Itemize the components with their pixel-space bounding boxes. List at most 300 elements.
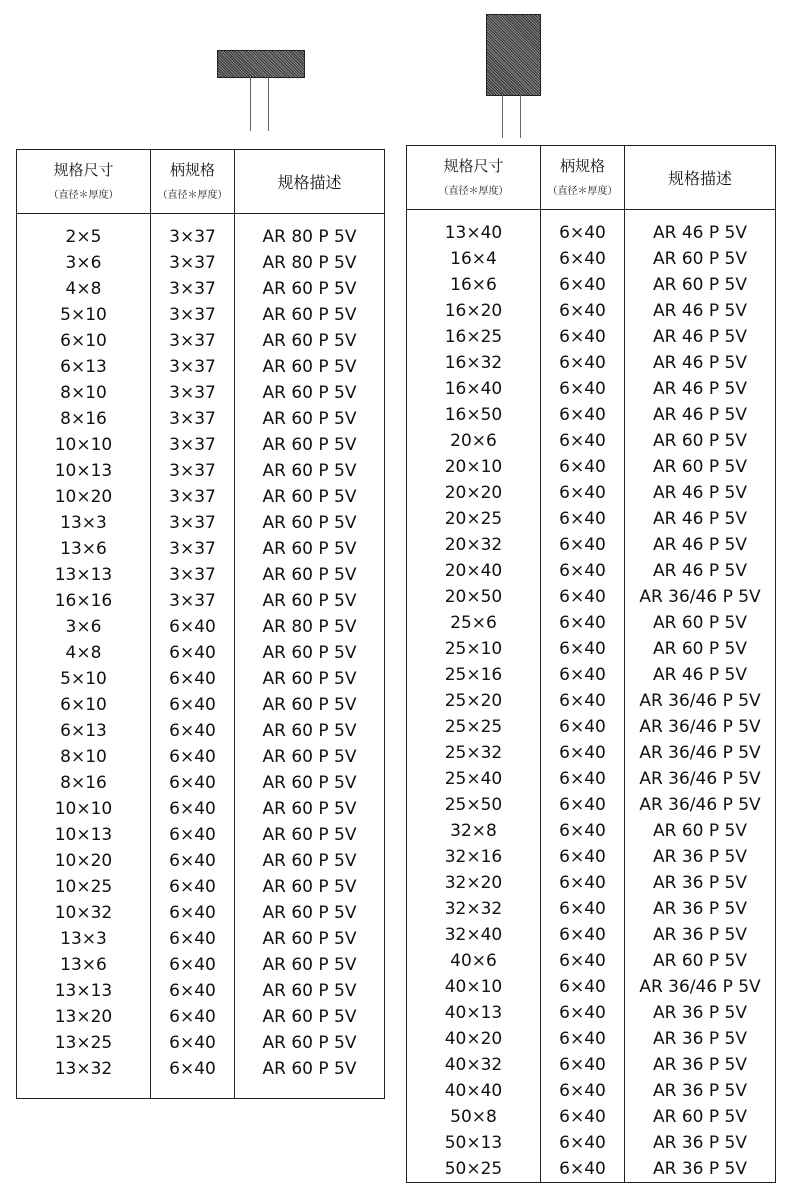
table-row: [17, 978, 385, 1004]
cell-size: 16×4: [407, 246, 541, 272]
cell-shank: 6×40: [151, 640, 235, 666]
table-row: [17, 1004, 385, 1030]
spacer-cell: [17, 214, 151, 225]
table-row: [17, 900, 385, 926]
table-row: [407, 1130, 776, 1156]
cell-size: 20×6: [407, 428, 541, 454]
cell-size: 50×13: [407, 1130, 541, 1156]
shank-pin-right-a: [502, 95, 503, 138]
table-row: [407, 610, 776, 636]
cell-size: 16×16: [17, 588, 151, 614]
cell-desc: AR 80 P 5V: [235, 224, 385, 250]
cell-size: 2×5: [17, 224, 151, 250]
cell-size: 50×25: [407, 1156, 541, 1183]
cell-desc: AR 46 P 5V: [625, 662, 776, 688]
table-row: [407, 376, 776, 402]
header-shank: [151, 150, 235, 214]
cell-size: 16×6: [407, 272, 541, 298]
cell-size: 16×50: [407, 402, 541, 428]
cell-shank: 3×37: [151, 250, 235, 276]
cell-desc: AR 36/46 P 5V: [625, 766, 776, 792]
cell-size: 32×32: [407, 896, 541, 922]
spacer-cell: [151, 214, 235, 225]
cell-shank: 3×37: [151, 276, 235, 302]
cell-size: 20×10: [407, 454, 541, 480]
cell-shank: 6×40: [541, 584, 625, 610]
cell-shank: 6×40: [541, 558, 625, 584]
cell-desc: AR 46 P 5V: [625, 220, 776, 246]
cell-size: 25×16: [407, 662, 541, 688]
cell-desc: AR 60 P 5V: [625, 454, 776, 480]
cell-size: 16×20: [407, 298, 541, 324]
cell-desc: AR 46 P 5V: [625, 480, 776, 506]
cell-desc: AR 36/46 P 5V: [625, 688, 776, 714]
table-row: [407, 298, 776, 324]
table-row: [17, 822, 385, 848]
header-desc-label: 规格描述: [277, 173, 342, 192]
cell-shank: 6×40: [541, 480, 625, 506]
table-row: [17, 796, 385, 822]
cell-shank: 6×40: [151, 822, 235, 848]
table-row: [17, 666, 385, 692]
table-row: [407, 428, 776, 454]
cell-shank: 6×40: [541, 922, 625, 948]
table-row: [17, 562, 385, 588]
cell-size: 40×20: [407, 1026, 541, 1052]
cell-shank: 6×40: [151, 666, 235, 692]
cell-size: 40×10: [407, 974, 541, 1000]
cell-shank: 6×40: [541, 818, 625, 844]
cell-size: 13×6: [17, 536, 151, 562]
cell-desc: AR 60 P 5V: [625, 610, 776, 636]
cell-size: 10×10: [17, 432, 151, 458]
cell-desc: AR 36/46 P 5V: [625, 740, 776, 766]
cell-shank: 6×40: [541, 454, 625, 480]
table-row: [17, 354, 385, 380]
cell-size: 5×10: [17, 302, 151, 328]
cell-desc: AR 60 P 5V: [235, 666, 385, 692]
cell-size: 3×6: [17, 250, 151, 276]
cell-size: 10×25: [17, 874, 151, 900]
cell-shank: 6×40: [541, 428, 625, 454]
cell-desc: AR 60 P 5V: [235, 900, 385, 926]
cell-desc: AR 46 P 5V: [625, 558, 776, 584]
spacer-row: [407, 210, 776, 221]
cell-size: 10×13: [17, 822, 151, 848]
table-row: [17, 614, 385, 640]
cell-desc: AR 60 P 5V: [235, 302, 385, 328]
table-row: [407, 792, 776, 818]
cell-shank: 6×40: [541, 688, 625, 714]
table-row: [407, 1156, 776, 1183]
table-row: [17, 718, 385, 744]
table-row: [407, 896, 776, 922]
table-row: [407, 584, 776, 610]
cell-size: 20×25: [407, 506, 541, 532]
table-row: [407, 662, 776, 688]
cell-desc: AR 36 P 5V: [625, 1052, 776, 1078]
cell-desc: AR 60 P 5V: [235, 328, 385, 354]
cell-shank: 6×40: [541, 402, 625, 428]
header-shank-sub: （直径＊厚度）: [547, 185, 618, 197]
table-row: [17, 588, 385, 614]
spacer-cell: [407, 210, 541, 221]
cell-size: 20×50: [407, 584, 541, 610]
cell-size: 50×8: [407, 1104, 541, 1130]
cell-shank: 6×40: [541, 792, 625, 818]
cell-shank: 6×40: [151, 770, 235, 796]
table-row: [17, 848, 385, 874]
cell-shank: 3×37: [151, 510, 235, 536]
cell-size: 32×20: [407, 870, 541, 896]
cell-shank: 6×40: [151, 874, 235, 900]
cell-desc: AR 36 P 5V: [625, 1130, 776, 1156]
cell-desc: AR 36 P 5V: [625, 844, 776, 870]
table-row: [17, 640, 385, 666]
cell-size: 25×40: [407, 766, 541, 792]
header-size-sub: （直径＊厚度）: [438, 185, 509, 197]
cell-desc: AR 60 P 5V: [235, 640, 385, 666]
table-row: [407, 922, 776, 948]
cell-desc: AR 46 P 5V: [625, 324, 776, 350]
cell-desc: AR 60 P 5V: [235, 744, 385, 770]
table-row: [407, 532, 776, 558]
cell-size: 4×8: [17, 640, 151, 666]
cell-size: 16×40: [407, 376, 541, 402]
table-row: [407, 402, 776, 428]
table-row: [17, 692, 385, 718]
shank-pin-left-a: [250, 77, 251, 131]
cell-desc: AR 60 P 5V: [235, 848, 385, 874]
cell-desc: AR 60 P 5V: [625, 272, 776, 298]
cell-desc: AR 60 P 5V: [235, 276, 385, 302]
cell-size: 13×25: [17, 1030, 151, 1056]
cell-shank: 6×40: [151, 848, 235, 874]
shank-pin-right-b: [520, 95, 521, 138]
cell-size: 40×13: [407, 1000, 541, 1026]
header-size: [407, 146, 541, 210]
cell-desc: AR 60 P 5V: [625, 948, 776, 974]
cell-size: 32×16: [407, 844, 541, 870]
cell-desc: AR 60 P 5V: [235, 952, 385, 978]
table-row: [407, 246, 776, 272]
table-row: [407, 870, 776, 896]
cell-desc: AR 36 P 5V: [625, 1078, 776, 1104]
table-header-row: [407, 146, 776, 210]
cell-shank: 3×37: [151, 302, 235, 328]
table-row: [407, 1052, 776, 1078]
cell-size: 8×10: [17, 380, 151, 406]
cell-shank: 6×40: [541, 714, 625, 740]
cell-shank: 6×40: [151, 744, 235, 770]
cell-desc: AR 60 P 5V: [235, 718, 385, 744]
cell-desc: AR 60 P 5V: [235, 536, 385, 562]
cell-desc: AR 36 P 5V: [625, 1000, 776, 1026]
table-row: [407, 480, 776, 506]
header-size-sub: （直径＊厚度）: [48, 189, 119, 201]
header-shank-sub: （直径＊厚度）: [157, 189, 228, 201]
cell-desc: AR 60 P 5V: [235, 406, 385, 432]
table-row: [407, 766, 776, 792]
cell-size: 5×10: [17, 666, 151, 692]
table-row: [17, 770, 385, 796]
spacer-row: [17, 214, 385, 225]
table-row: [17, 328, 385, 354]
cell-desc: AR 36 P 5V: [625, 870, 776, 896]
table-row: [407, 948, 776, 974]
spacer-row: [17, 1082, 385, 1099]
spacer-cell: [541, 210, 625, 221]
cell-shank: 6×40: [151, 1004, 235, 1030]
cell-shank: 6×40: [151, 1030, 235, 1056]
spacer-cell: [235, 1082, 385, 1099]
cell-desc: AR 36 P 5V: [625, 922, 776, 948]
cell-desc: AR 60 P 5V: [235, 770, 385, 796]
cell-desc: AR 60 P 5V: [235, 588, 385, 614]
cell-desc: AR 36/46 P 5V: [625, 792, 776, 818]
table-row: [407, 324, 776, 350]
cell-size: 13×3: [17, 926, 151, 952]
cell-shank: 6×40: [541, 1130, 625, 1156]
cell-desc: AR 60 P 5V: [625, 636, 776, 662]
cell-desc: AR 60 P 5V: [235, 354, 385, 380]
spacer-cell: [17, 1082, 151, 1099]
spacer-cell: [151, 1082, 235, 1099]
cell-size: 13×6: [17, 952, 151, 978]
cell-size: 25×50: [407, 792, 541, 818]
cell-shank: 6×40: [151, 718, 235, 744]
table-row: [17, 926, 385, 952]
table-row: [407, 740, 776, 766]
cell-shank: 6×40: [541, 532, 625, 558]
cell-desc: AR 46 P 5V: [625, 506, 776, 532]
header-size: [17, 150, 151, 214]
table-row: [407, 1000, 776, 1026]
cell-desc: AR 60 P 5V: [235, 874, 385, 900]
cell-desc: AR 60 P 5V: [625, 246, 776, 272]
header-shank-label: 柄规格: [559, 156, 605, 175]
cell-desc: AR 60 P 5V: [625, 428, 776, 454]
cell-shank: 6×40: [541, 298, 625, 324]
header-size-label: 规格尺寸: [53, 160, 114, 179]
table-row: [407, 454, 776, 480]
table-row: [407, 1078, 776, 1104]
cell-shank: 6×40: [541, 246, 625, 272]
header-shank-label: 柄规格: [169, 160, 215, 179]
cell-size: 40×32: [407, 1052, 541, 1078]
cell-size: 16×32: [407, 350, 541, 376]
table-row: [407, 974, 776, 1000]
cell-desc: AR 46 P 5V: [625, 532, 776, 558]
cell-desc: AR 80 P 5V: [235, 250, 385, 276]
cell-desc: AR 60 P 5V: [235, 1004, 385, 1030]
spacer-cell: [625, 210, 776, 221]
cell-size: 25×10: [407, 636, 541, 662]
cell-shank: 6×40: [541, 220, 625, 246]
table-row: [17, 276, 385, 302]
cell-desc: AR 46 P 5V: [625, 350, 776, 376]
cell-shank: 3×37: [151, 406, 235, 432]
cell-shank: 3×37: [151, 380, 235, 406]
cell-shank: 6×40: [541, 610, 625, 636]
table-row: [407, 350, 776, 376]
cell-size: 10×20: [17, 484, 151, 510]
cell-size: 6×10: [17, 328, 151, 354]
table-row: [17, 250, 385, 276]
cell-desc: AR 60 P 5V: [235, 1056, 385, 1082]
header-size-label: 规格尺寸: [443, 156, 504, 175]
table-row: [17, 1030, 385, 1056]
cell-size: 10×13: [17, 458, 151, 484]
grinding-head-image-large: [486, 14, 541, 96]
cell-shank: 3×37: [151, 458, 235, 484]
cell-shank: 6×40: [541, 766, 625, 792]
cell-desc: AR 46 P 5V: [625, 298, 776, 324]
table-row: [17, 510, 385, 536]
cell-desc: AR 60 P 5V: [235, 458, 385, 484]
cell-desc: AR 36/46 P 5V: [625, 584, 776, 610]
cell-size: 13×13: [17, 562, 151, 588]
header-desc: [235, 150, 385, 214]
cell-shank: 3×37: [151, 432, 235, 458]
table-row: [17, 952, 385, 978]
cell-size: 10×20: [17, 848, 151, 874]
cell-desc: AR 36/46 P 5V: [625, 974, 776, 1000]
table-row: [17, 302, 385, 328]
cell-size: 13×40: [407, 220, 541, 246]
cell-size: 13×3: [17, 510, 151, 536]
cell-size: 10×32: [17, 900, 151, 926]
cell-desc: AR 60 P 5V: [235, 822, 385, 848]
cell-shank: 6×40: [541, 870, 625, 896]
cell-shank: 6×40: [541, 350, 625, 376]
cell-shank: 6×40: [541, 1026, 625, 1052]
cell-shank: 6×40: [541, 896, 625, 922]
cell-desc: AR 36 P 5V: [625, 1026, 776, 1052]
table-row: [17, 1056, 385, 1082]
cell-shank: 3×37: [151, 484, 235, 510]
cell-size: 8×10: [17, 744, 151, 770]
header-desc: [625, 146, 776, 210]
table-row: [17, 536, 385, 562]
cell-shank: 6×40: [541, 1000, 625, 1026]
cell-shank: 6×40: [151, 1056, 235, 1082]
cell-desc: AR 46 P 5V: [625, 376, 776, 402]
cell-size: 25×25: [407, 714, 541, 740]
table-row: [407, 558, 776, 584]
cell-shank: 6×40: [151, 978, 235, 1004]
spacer-cell: [235, 214, 385, 225]
cell-desc: AR 36 P 5V: [625, 896, 776, 922]
cell-size: 13×20: [17, 1004, 151, 1030]
cell-size: 25×32: [407, 740, 541, 766]
cell-shank: 6×40: [541, 324, 625, 350]
cell-shank: 6×40: [541, 272, 625, 298]
cell-shank: 6×40: [151, 614, 235, 640]
cell-shank: 3×37: [151, 588, 235, 614]
cell-shank: 6×40: [541, 1104, 625, 1130]
cell-shank: 6×40: [151, 692, 235, 718]
table-header-row: [17, 150, 385, 214]
cell-desc: AR 80 P 5V: [235, 614, 385, 640]
table-row: [17, 432, 385, 458]
cell-shank: 6×40: [541, 948, 625, 974]
cell-size: 6×13: [17, 354, 151, 380]
cell-size: 40×40: [407, 1078, 541, 1104]
cell-shank: 3×37: [151, 328, 235, 354]
cell-size: 32×40: [407, 922, 541, 948]
table-row: [407, 1026, 776, 1052]
table-row: [17, 380, 385, 406]
cell-desc: AR 60 P 5V: [235, 432, 385, 458]
cell-shank: 6×40: [541, 740, 625, 766]
cell-desc: AR 60 P 5V: [235, 510, 385, 536]
table-row: [17, 484, 385, 510]
cell-size: 25×6: [407, 610, 541, 636]
cell-desc: AR 60 P 5V: [235, 1030, 385, 1056]
grinding-head-image-small: [217, 50, 305, 78]
table-row: [407, 220, 776, 246]
cell-desc: AR 60 P 5V: [625, 1104, 776, 1130]
cell-shank: 6×40: [541, 974, 625, 1000]
cell-shank: 6×40: [541, 662, 625, 688]
cell-size: 16×25: [407, 324, 541, 350]
table-row: [17, 744, 385, 770]
cell-shank: 6×40: [541, 636, 625, 662]
spec-table-left: [16, 149, 385, 1099]
table-row: [407, 272, 776, 298]
table-row: [407, 506, 776, 532]
table-row: [17, 874, 385, 900]
cell-desc: AR 60 P 5V: [235, 380, 385, 406]
cell-desc: AR 60 P 5V: [235, 484, 385, 510]
cell-size: 10×10: [17, 796, 151, 822]
table-row: [17, 458, 385, 484]
cell-size: 32×8: [407, 818, 541, 844]
table-row: [407, 818, 776, 844]
table-row: [407, 714, 776, 740]
cell-size: 8×16: [17, 406, 151, 432]
cell-shank: 6×40: [151, 926, 235, 952]
cell-size: 40×6: [407, 948, 541, 974]
cell-desc: AR 60 P 5V: [235, 978, 385, 1004]
cell-desc: AR 60 P 5V: [235, 796, 385, 822]
spec-table-right: [406, 145, 776, 1183]
cell-desc: AR 46 P 5V: [625, 402, 776, 428]
cell-shank: 3×37: [151, 562, 235, 588]
cell-shank: 3×37: [151, 536, 235, 562]
cell-size: 4×8: [17, 276, 151, 302]
cell-shank: 6×40: [541, 1052, 625, 1078]
cell-size: 6×13: [17, 718, 151, 744]
table-row: [407, 636, 776, 662]
cell-size: 8×16: [17, 770, 151, 796]
header-desc-label: 规格描述: [667, 169, 732, 188]
cell-shank: 3×37: [151, 354, 235, 380]
cell-shank: 6×40: [541, 376, 625, 402]
cell-size: 3×6: [17, 614, 151, 640]
cell-size: 20×20: [407, 480, 541, 506]
header-shank: [541, 146, 625, 210]
cell-shank: 6×40: [541, 844, 625, 870]
table-row: [17, 406, 385, 432]
cell-shank: 6×40: [151, 900, 235, 926]
cell-desc: AR 60 P 5V: [235, 926, 385, 952]
cell-desc: AR 60 P 5V: [235, 692, 385, 718]
cell-size: 25×20: [407, 688, 541, 714]
cell-shank: 6×40: [541, 1156, 625, 1183]
cell-shank: 6×40: [151, 796, 235, 822]
